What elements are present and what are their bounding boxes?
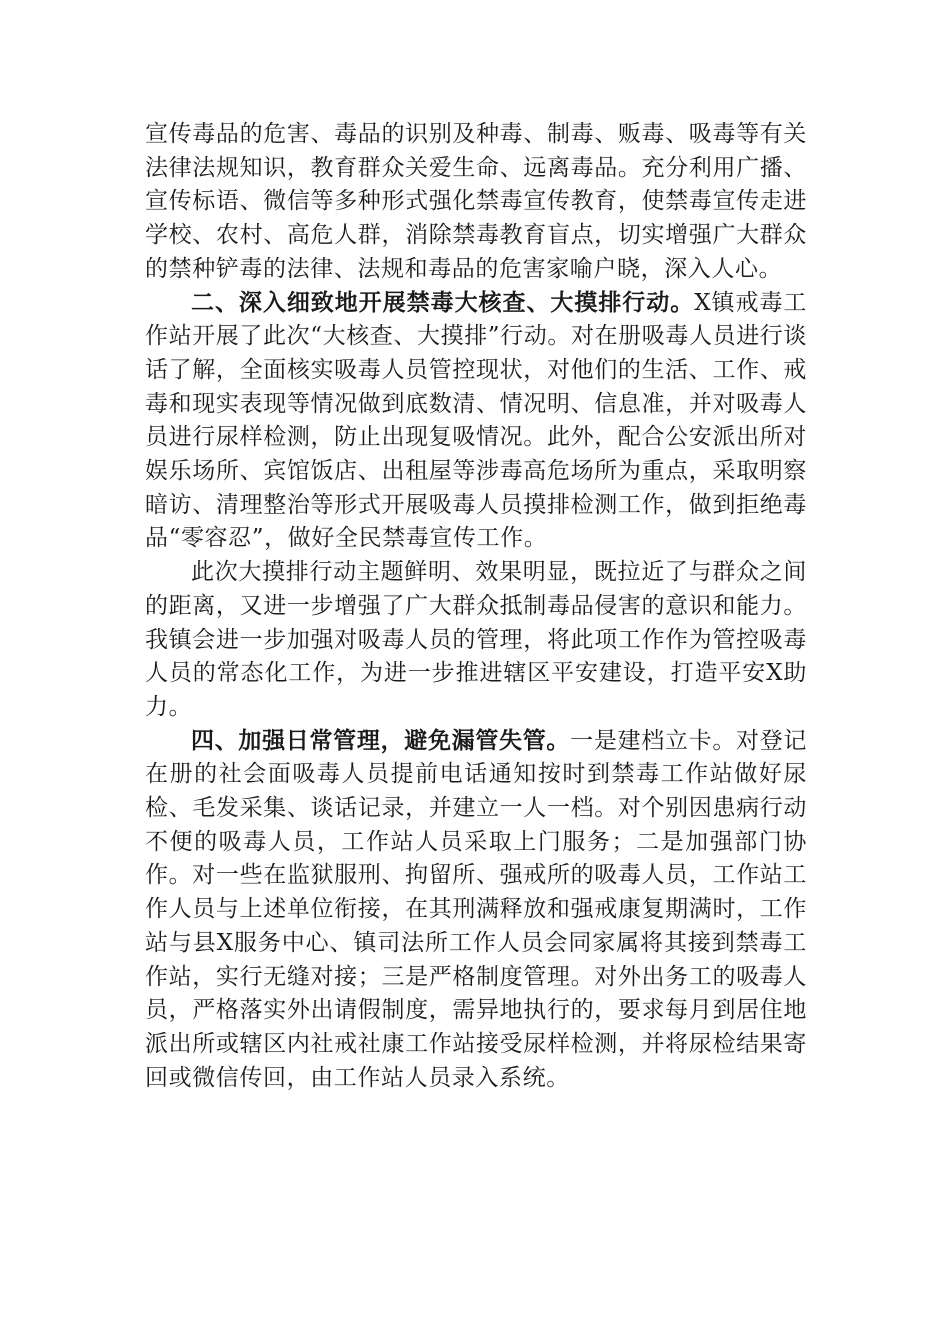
paragraph-continuation (145, 118, 807, 287)
document-page (145, 118, 807, 1095)
paragraph-section-two (145, 287, 807, 557)
paragraph-text: X镇戒毒工作站开展了此次“大核查、大摸排”行动。对在册吸毒人员进行谈话了解，全面核实吸毒人员管控现状，对他们的生活、工作、戒毒和现实表现等情况做到底数清、情况明、信息准，并对吸毒人员进行尿样检测，防止出现复吸情况。此外，配合公安派出所对娱乐场所、宾馆饭店、出租屋等涉毒高危场所为重点，采取明察暗访、清理整治等形式开展吸毒人员摸排检测工作，做到拒绝毒品“零容忍”，做好全民禁毒宣传工作。 (145, 289, 808, 552)
section-heading: 二、深入细致地开展禁毒大核查、大摸排行动。 (191, 289, 695, 316)
paragraph-text: 宣传毒品的危害、毒品的识别及种毒、制毒、贩毒、吸毒等有关法律法规知识，教育群众关爱生命、远离毒品。充分利用广播、宣传标语、微信等多种形式强化禁毒宣传教育，使禁毒宣传走进学校、农村、高危人群，消除禁毒教育盲点，切实增强广大群众的禁种铲毒的法律、法规和毒品的危害家喻户晓，深入人心。 (145, 121, 807, 282)
paragraph-text: 一是建档立卡。对登记在册的社会面吸毒人员提前电话通知按时到禁毒工作站做好尿检、毛发采集、谈话记录，并建立一人一档。对个别因患病行动不便的吸毒人员，工作站人员采取上门服务；二是加强部门协作。对一些在监狱服刑、拘留所、强戒所的吸毒人员，工作站工作人员与上述单位衔接，在其刑满释放和强戒康复期满时，工作站与县X服务中心、镇司法所工作人员会同家属将其接到禁毒工作站，实行无缝对接；三是严格制度管理。对外出务工的吸毒人员，严格落实外出请假制度，需异地执行的，要求每月到居住地派出所或辖区内社戒社康工作站接受尿样检测，并将尿检结果寄回或微信传回，由工作站人员录入系统。 (145, 727, 808, 1091)
section-heading: 四、加强日常管理，避免漏管失管。 (191, 727, 571, 754)
paragraph-section-four (145, 725, 807, 1096)
paragraph-summary (145, 556, 807, 725)
paragraph-text: 此次大摸排行动主题鲜明、效果明显，既拉近了与群众之间的距离，又进一步增强了广大群众抵制毒品侵害的意识和能力。我镇会进一步加强对吸毒人员的管理，将此项工作作为管控吸毒人员的常态化工作，为进一步推进辖区平安建设，打造平安X助力。 (145, 559, 807, 720)
